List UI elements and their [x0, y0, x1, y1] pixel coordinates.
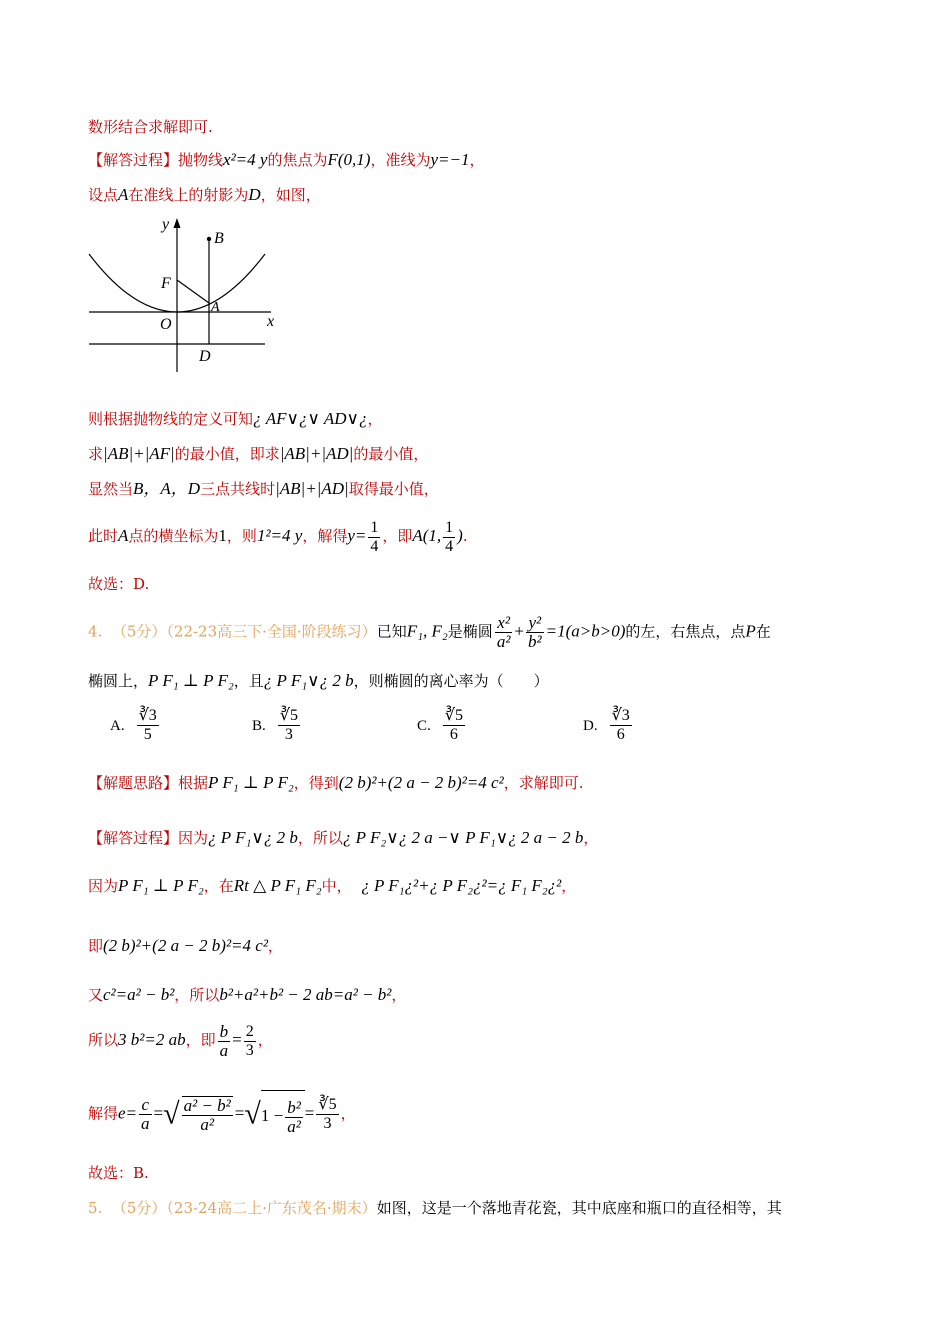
text: 即 — [88, 937, 104, 955]
parabola-equation: x²=4 y — [223, 150, 268, 169]
y-solution: y= — [347, 526, 367, 545]
text: 则根据抛物线的定义可知 — [88, 410, 254, 428]
numerator: 2 — [245, 1022, 254, 1040]
point-p: P — [745, 621, 756, 641]
denominator: a² — [496, 632, 511, 651]
text: ，即 — [382, 527, 413, 545]
solution-process-q4-line-5 — [88, 1020, 273, 1060]
y-axis-arrow — [174, 218, 181, 228]
text: 抛物线 — [178, 151, 224, 169]
text: ， — [257, 1031, 273, 1049]
denominator: a² — [200, 1114, 214, 1134]
fraction-y2-b2 — [526, 614, 544, 651]
text: ，解得 — [302, 527, 348, 545]
paren: ) — [457, 526, 463, 545]
expanded-equation: b²+a²+b² − 2 ab=a² − b² — [219, 985, 392, 1004]
option-label: B. — [252, 717, 266, 734]
denominator: 5 — [143, 726, 152, 743]
solution-process-q4-line-2 — [88, 872, 576, 900]
process-tag: 【解答过程】 — [88, 829, 179, 847]
idea-tag: 【解题思路】 — [88, 774, 179, 792]
point-a: A — [118, 526, 129, 545]
fraction-one-quarter — [368, 519, 380, 556]
pythagorean-equation: (2 b)²+(2 a − 2 b)²=4 c² — [103, 936, 268, 955]
sum-expression: |AB|+|AD| — [279, 444, 354, 463]
fraction-b-a — [218, 1023, 231, 1060]
radicand: 3 — [148, 707, 157, 724]
text: 在准线上的射影为 — [128, 186, 249, 204]
one-minus: 1 − — [260, 1106, 284, 1125]
fraction-b2-a2 — [285, 1099, 303, 1136]
definition-equation: ¿ AF∨¿∨ AD∨¿ — [253, 409, 368, 428]
option-label: D. — [583, 717, 598, 734]
numerator: 1 — [445, 518, 454, 536]
text: 的焦点为 — [267, 151, 328, 169]
denominator: 6 — [616, 726, 625, 743]
fraction-two-thirds — [244, 1023, 256, 1060]
length-pf1: ¿ P F₁∨¿ 2 b — [208, 828, 298, 847]
denominator: a — [219, 1040, 229, 1060]
eccentricity-symbol: e= — [118, 1103, 138, 1123]
foci: F₁, F₂ — [406, 621, 448, 641]
text: ，则 — [226, 527, 257, 545]
point-d: D — [248, 185, 261, 204]
numerator: a² − b² — [183, 1095, 231, 1115]
text: ，如图， — [260, 186, 321, 204]
point-a: A — [118, 185, 129, 204]
question-4-stem-line-1: 4. （5分）（22-23高三下·全国·阶段练习）已知F₁, F₂是椭圆 $\frac{\text{x²}}{\text{a²}}$ + $\frac{\text{y²}}{\text{b²}}$ =1(a>b>0)的左，右焦点，点P在 — [88, 613, 771, 651]
perpendicular-condition: P F₁ ⊥ P F₂ — [148, 671, 234, 690]
ellipse-condition: =1(a>b>0) — [545, 621, 626, 641]
label-x: x — [267, 313, 275, 330]
ellipse-relation: c²=a² − b² — [103, 985, 175, 1004]
text: ，所以 — [297, 829, 343, 847]
text: 求 — [88, 445, 104, 463]
numerator: b² — [287, 1097, 301, 1117]
radicand: 3 — [621, 707, 630, 724]
focus-point: F(0,1) — [327, 150, 371, 169]
radicand: 5 — [454, 707, 463, 724]
radicand: 5 — [328, 1096, 337, 1113]
text: 根据 — [178, 774, 209, 792]
label-d: D — [199, 348, 211, 365]
solution-idea — [88, 770, 583, 796]
fraction-x2-a2 — [495, 614, 513, 651]
text: 的最小值， — [353, 445, 429, 463]
option-value: $\frac{∛5}{3}$ — [279, 707, 298, 743]
option-d[interactable] — [583, 707, 634, 744]
text: ，得到 — [293, 774, 339, 792]
collinear-points: B，A，D — [133, 479, 201, 498]
question-number: 5. — [88, 1199, 103, 1217]
denominator: 3 — [323, 1115, 332, 1132]
solution-process-q4-line-4 — [88, 985, 406, 1005]
pythagorean-equation: (2 b)²+(2 a − 2 b)²=4 c² — [338, 773, 504, 792]
text: 解得 — [88, 1104, 119, 1123]
text: 的最小值，即求 — [174, 445, 280, 463]
label-o: O — [160, 316, 172, 333]
sum-expression: |AB|+|AD| — [275, 479, 349, 498]
length-pf2: ¿ P F₂∨¿ 2 a −∨ P F₁∨¿ 2 a − 2 b — [342, 828, 584, 847]
question-source: （22-23高三下·全国·阶段练习） — [166, 622, 377, 641]
text: 已知 — [376, 622, 407, 641]
answer-prev: 故选：D. — [88, 575, 150, 593]
radicand: 5 — [289, 707, 298, 724]
text: ， — [561, 877, 577, 895]
option-a[interactable] — [110, 707, 161, 744]
text: ， — [469, 151, 485, 169]
parabola-figure — [85, 212, 285, 377]
solution-process-line-2 — [88, 185, 321, 205]
denominator: 3 — [245, 1041, 254, 1059]
text: ， — [340, 1104, 356, 1123]
text: 又 — [88, 986, 104, 1004]
simplified-equation: 3 b²=2 ab — [118, 1030, 186, 1049]
option-value: $\frac{∛3}{5}$ — [138, 707, 157, 743]
length-condition: ¿ P F₁∨¿ 2 b — [263, 671, 354, 690]
perpendicular-condition: P F₁ ⊥ P F₂ — [118, 876, 204, 895]
solution-process-line-6 — [88, 518, 468, 556]
text: ，准线为 — [370, 151, 431, 169]
text: ，且 — [233, 672, 264, 690]
text: 在 — [755, 622, 771, 641]
text: 此时 — [88, 527, 119, 545]
right-triangle: Rt △ P F₁ F₂ — [233, 876, 322, 895]
perpendicular-condition: P F₁ ⊥ P F₂ — [208, 773, 294, 792]
question-4-stem-line-2 — [88, 671, 549, 691]
denominator: 3 — [284, 726, 293, 743]
abscissa-value: 1 — [218, 526, 227, 545]
denominator: 4 — [370, 537, 379, 555]
option-value: $\frac{∛5}{6}$ — [444, 707, 463, 743]
radical-2 — [261, 1090, 305, 1139]
text: 因为 — [88, 877, 119, 895]
solution-process-q4-line-3 — [88, 932, 283, 960]
text: 椭圆上， — [88, 672, 149, 690]
denominator: a² — [287, 1116, 301, 1136]
substitution-equation: 1²=4 y — [256, 526, 303, 545]
point-a-coordinates: A(1, — [412, 526, 442, 545]
question-text: 如图，这是一个落地青花瓷，其中底座和瓶口的直径相等，其 — [376, 1199, 782, 1217]
label-f: F — [161, 275, 171, 292]
pythagorean-relation: ¿ P F₁¿²+¿ P F₂¿²=¿ F₁ F₂¿² — [361, 876, 562, 895]
question-source: （23-24高二上·广东茂名·期末） — [166, 1199, 377, 1217]
directrix: y=−1 — [430, 150, 470, 169]
text: ，所以 — [174, 986, 220, 1004]
solution-hint-tail: 数形结合求解即可. — [88, 118, 213, 136]
label-y: y — [162, 216, 170, 233]
sum-expression: |AB|+|AF| — [103, 444, 175, 463]
solution-process-line-5 — [88, 479, 439, 499]
numerator: b — [219, 1021, 229, 1041]
numerator: c — [139, 1096, 152, 1115]
text: 所以 — [88, 1031, 119, 1049]
text: 是椭圆 — [447, 622, 493, 641]
solution-process-line-1 — [88, 150, 484, 170]
answer-q4: 故选：B. — [88, 1164, 149, 1182]
question-number: 4. — [88, 622, 103, 641]
text: 点的横坐标为 — [128, 527, 219, 545]
option-c[interactable] — [417, 707, 467, 744]
denominator: 4 — [445, 537, 454, 555]
solution-process-q4-line-1 — [88, 828, 598, 848]
segment-fa — [177, 280, 209, 303]
process-tag: 【解答过程】 — [88, 151, 179, 169]
point-b-dot — [207, 237, 211, 241]
text: 显然当 — [88, 480, 134, 498]
text: 因为 — [178, 829, 209, 847]
fraction-c-a — [139, 1096, 152, 1133]
solution-process-q4-line-6: 解得e= $\frac{c}{a}$ =√ $\frac{\text{a² − b²}}{\text{a²}}$ =√1 − $\frac{\text{b²}}{\text{a²}}$ = $\frac{∛5}{3}$ ， — [88, 1090, 356, 1139]
text: 的左，右焦点，点 — [625, 622, 746, 641]
text: ，即 — [185, 1031, 216, 1049]
solution-process-line-3 — [88, 409, 382, 429]
option-label: C. — [417, 717, 431, 734]
text: ，则椭圆的离心率为（ ） — [353, 672, 549, 690]
denominator: b² — [528, 632, 542, 651]
question-5-stem — [88, 1198, 782, 1218]
option-b[interactable] — [252, 707, 302, 744]
numerator: x² — [495, 614, 513, 633]
fraction-one-quarter — [443, 519, 455, 556]
question-score: （5分） — [111, 1199, 167, 1217]
solution-process-line-4 — [88, 444, 428, 464]
numerator: y² — [526, 614, 544, 633]
denominator: 6 — [449, 726, 458, 743]
eccentricity-value: $\frac{∛5}{3}$ — [318, 1096, 337, 1132]
question-score: （5分） — [111, 622, 167, 641]
denominator: a — [141, 1114, 150, 1133]
text: ， — [391, 986, 407, 1004]
option-label: A. — [110, 717, 125, 734]
text: ， — [583, 829, 599, 847]
text: ， — [367, 410, 383, 428]
option-value: $\frac{∛3}{6}$ — [611, 707, 630, 743]
text: 三点共线时 — [200, 480, 276, 498]
text: ，求解即可. — [503, 774, 584, 792]
text: ， — [267, 937, 283, 955]
label-a: A — [211, 300, 220, 315]
text: . — [462, 527, 468, 545]
label-b: B — [214, 230, 224, 247]
text: ，在 — [203, 877, 234, 895]
text: 中， — [321, 877, 352, 895]
fraction-radical-1 — [182, 1096, 233, 1134]
equals: = — [232, 1030, 242, 1049]
text: 设点 — [88, 186, 119, 204]
numerator: 1 — [370, 518, 379, 536]
text: 取得最小值， — [348, 480, 439, 498]
